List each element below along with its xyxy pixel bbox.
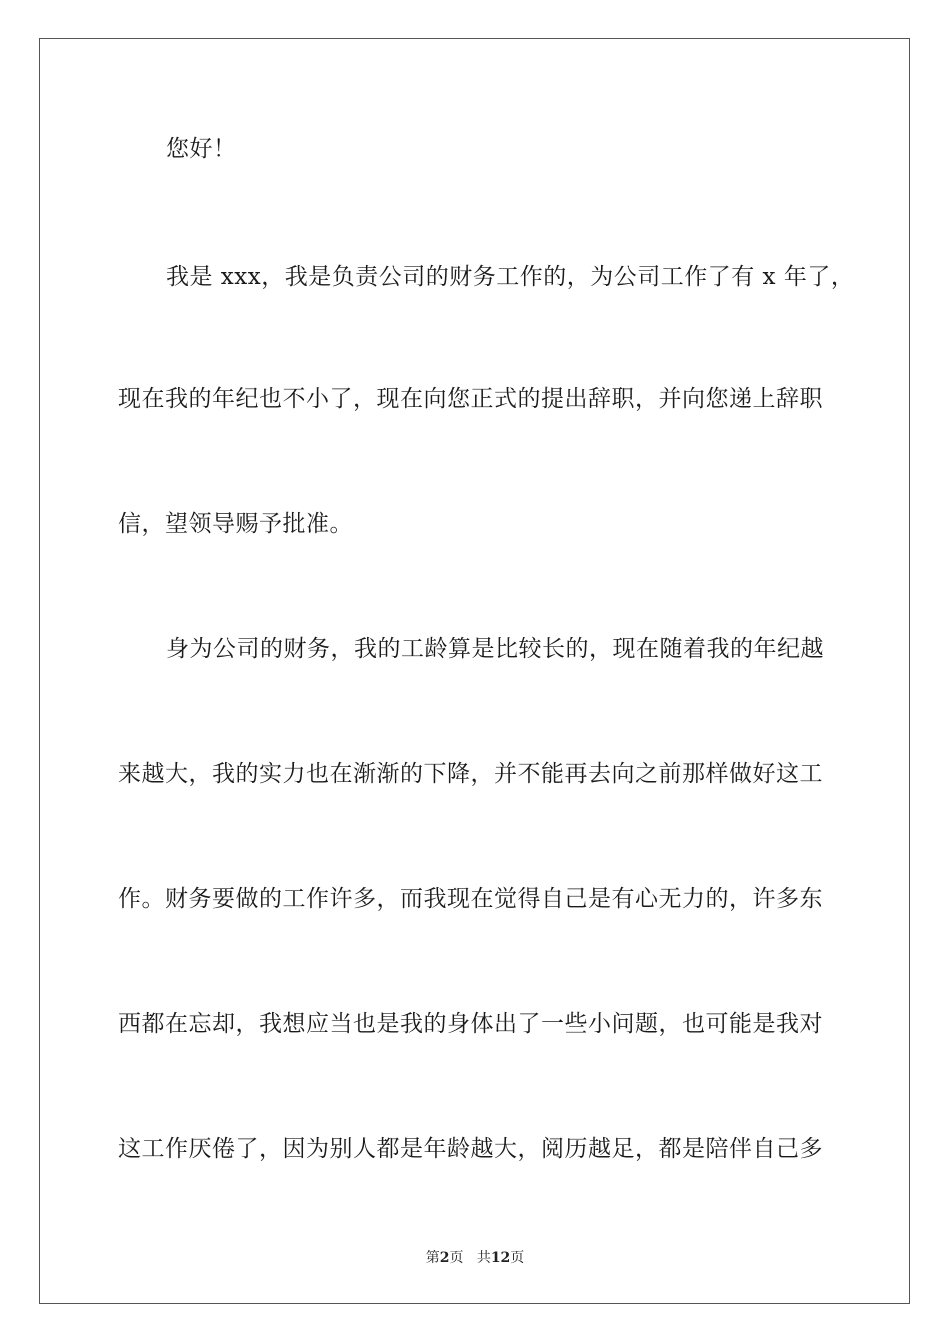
paragraph-line: 这工作厌倦了，因为别人都是年龄越大，阅历越足，都是陪伴自己多: [118, 1136, 823, 1162]
paragraph-line: 现在我的年纪也不小了，现在向您正式的提出辞职，并向您递上辞职: [118, 386, 823, 412]
page-number: 2: [439, 1250, 450, 1266]
paragraph-line: 身为公司的财务，我的工龄算是比较长的，现在随着我的年纪越: [166, 636, 824, 662]
total-prefix: 共: [476, 1250, 491, 1266]
paragraph-line: 来越大，我的实力也在渐渐的下降，并不能再去向之前那样做好这工: [118, 761, 823, 787]
greeting-text: 您好！: [166, 136, 237, 162]
paragraph-line: 我是 xxx，我是负责公司的财务工作的，为公司工作了有 x 年了，: [166, 264, 855, 290]
page-frame: [39, 38, 910, 1304]
paragraph-line: 作。财务要做的工作许多，而我现在觉得自己是有心无力的，许多东: [118, 886, 823, 912]
paragraph-line: 信，望领导赐予批准。: [118, 511, 353, 537]
total-pages: 12: [490, 1250, 511, 1266]
page-prefix: 第: [425, 1250, 440, 1266]
paragraph-line: 西都在忘却，我想应当也是我的身体出了一些小问题，也可能是我对: [118, 1011, 823, 1037]
page-footer: [0, 1248, 950, 1268]
page-suffix: 页: [449, 1250, 464, 1266]
total-suffix: 页: [510, 1250, 525, 1266]
